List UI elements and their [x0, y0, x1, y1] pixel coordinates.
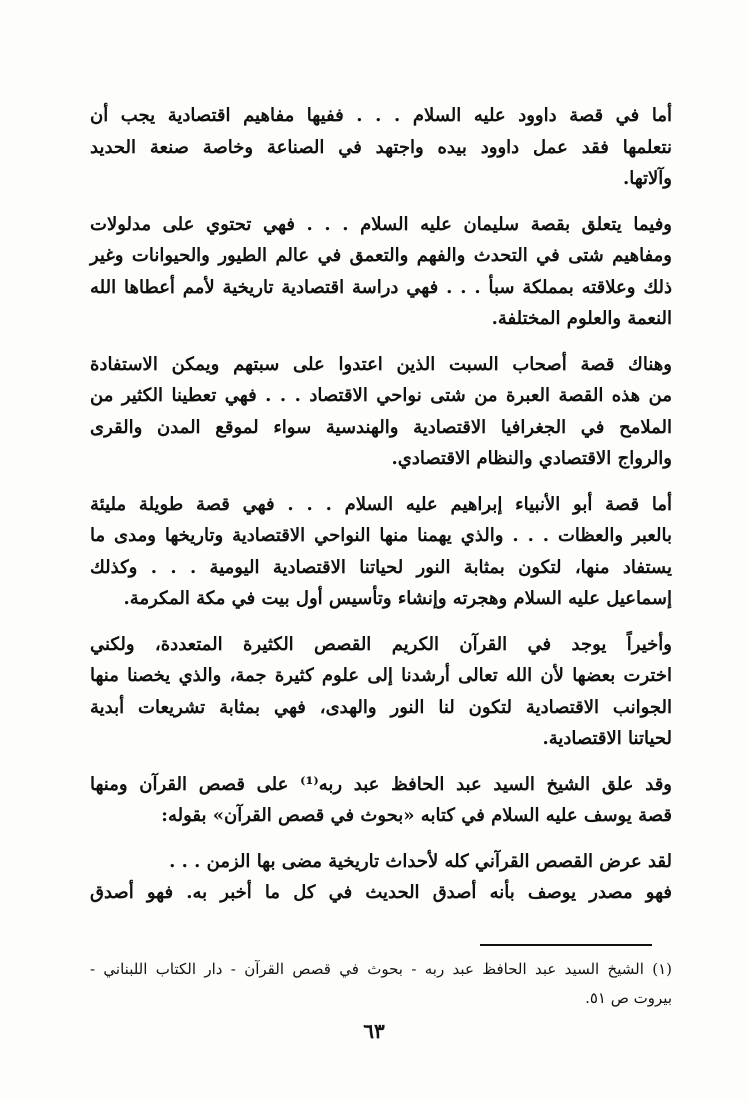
page-number: ٦٣	[363, 1019, 385, 1043]
text-line: وأخيراً يوجد في القرآن الكريم القصص الكثيرة المتعددة، ولكني	[90, 633, 672, 655]
text-line: وفيما يتعلق بقصة سليمان عليه السلام . . . فهي تحتوي على مدلولات	[90, 213, 672, 235]
footnote	[90, 955, 672, 1013]
text-line: اخترت بعضها لأن الله تعالى أرشدنا إلى علوم كثيرة جمة، والذي يخصنا منها	[90, 665, 672, 686]
paragraph-quote	[90, 846, 672, 909]
text-line: الجوانب الاقتصادية لتكون لنا النور والهدى، فهي بمثابة تشريعات أبدية	[90, 696, 672, 718]
text-line: لحياتنا الاقتصادية.	[542, 728, 672, 749]
text-line: من هذه القصة العبرة من شتى نواحي الاقتصاد . . . فهي تعطينا الكثير من	[90, 385, 672, 406]
paragraph-commentary	[90, 769, 672, 832]
text-line: وآلاتها.	[622, 168, 672, 189]
text-line: والرواج الاقتصادي والنظام الاقتصادي.	[391, 448, 672, 469]
text-line: بالعبر والعظات . . . والذي يهمنا منها النواحي الاقتصادية وتاريخها ومدى ما	[90, 525, 672, 546]
text-line: فهو مصدر يوصف بأنه أصدق الحديث في كل ما أخبر به. فهو أصدق	[90, 882, 672, 903]
footnote-line: بيروت ص ٥١.	[585, 989, 672, 1007]
text-line: الملامح في الجغرافيا الاقتصادية والهندسية سواء لموقع المدن والقرى	[90, 416, 672, 438]
text-line: أما في قصة داوود عليه السلام . . . ففيها مفاهيم اقتصادية يجب أن	[90, 105, 672, 126]
paragraph-sabbath	[90, 349, 672, 475]
footnote-line: (١) الشيخ السيد عبد الحافظ عبد ربه - بحوث في قصص القرآن - دار الكتاب اللبناني -	[90, 960, 672, 978]
text-line: ومفاهيم شتى في التحدث والفهم والتعمق في عالم الطيور والحيوانات وغير	[90, 245, 672, 266]
paragraph-sulaiman	[90, 209, 672, 335]
text-line: قصة يوسف عليه السلام في كتابه «بحوث في قصص القرآن» بقوله:	[161, 805, 672, 826]
body-text	[90, 100, 672, 923]
text-line: لقد عرض القصص القرآني كله لأحداث تاريخية مضى بها الزمن . . .	[169, 850, 672, 872]
text-line: إسماعيل عليه السلام وهجرته وإنشاء وتأسيس أول بيت في مكة المكرمة.	[123, 588, 672, 609]
paragraph-dawood	[90, 100, 672, 195]
text-line: وقد علق الشيخ السيد عبد الحافظ عبد ربه⁽¹⁾ على قصص القرآن ومنها	[90, 773, 672, 795]
text-line: أما قصة أبو الأنبياء إبراهيم عليه السلام . . . فهي قصة طويلة مليئة	[90, 493, 672, 515]
paragraph-finally	[90, 629, 672, 755]
paragraph-ibrahim	[90, 489, 672, 615]
text-line: ذلك وعلاقته بمملكة سبأ . . . فهي دراسة اقتصادية تاريخية لأمم أعطاها الله	[90, 276, 672, 298]
text-line: نتعلمها فقد عمل داوود بيده واجتهد في الصناعة وخاصة صنعة الحديد	[90, 136, 672, 158]
text-line: النعمة والعلوم المختلفة.	[491, 308, 672, 329]
footnote-divider	[480, 944, 652, 946]
text-line: يستفاد منها، لتكون بمثابة النور لحياتنا الاقتصادية اليومية . . . وكذلك	[90, 556, 672, 578]
text-line: وهناك قصة أصحاب السبت الذين اعتدوا على سبتهم ويمكن الاستفادة	[90, 353, 672, 375]
